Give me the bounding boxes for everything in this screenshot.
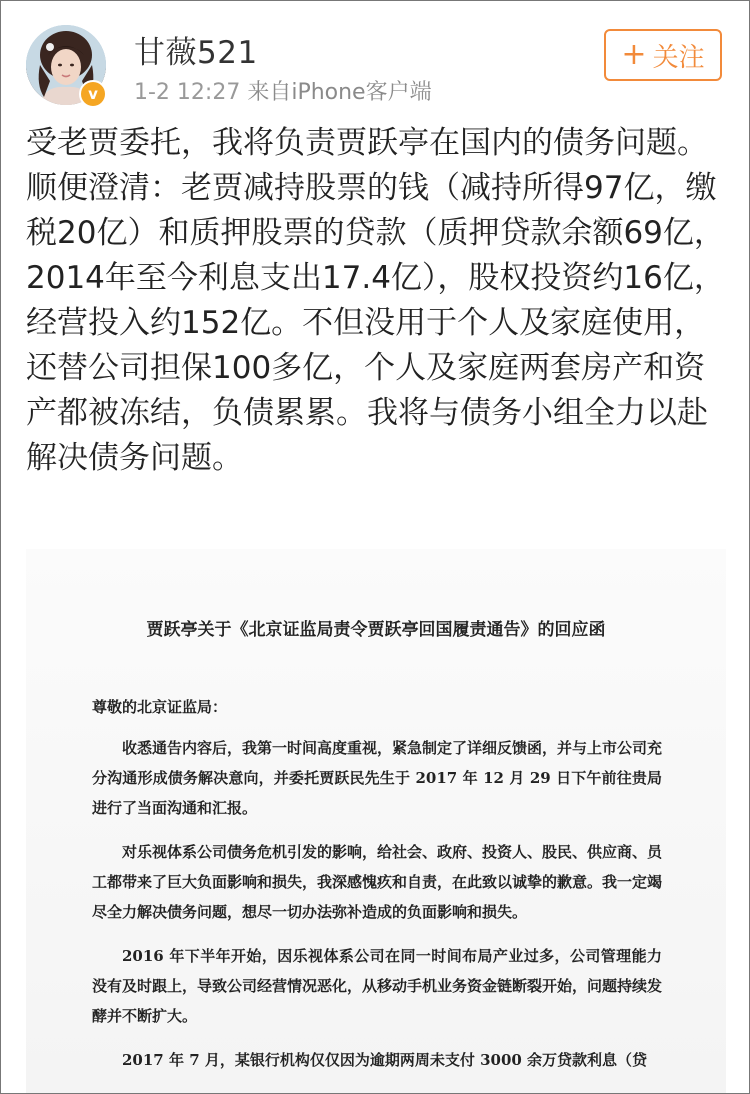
document-body — [92, 695, 662, 1089]
document-title: 贾跃亭关于《北京证监局责令贾跃亭回国履责通告》的回应函 — [146, 620, 606, 640]
post-meta — [134, 75, 432, 106]
document-page — [26, 549, 726, 1094]
follow-label: 关注 — [652, 42, 705, 73]
post-time: 1-2 12:27 — [134, 80, 241, 105]
username[interactable]: 甘薇521 — [134, 35, 258, 71]
post-text: 受老贾委托，我将负责贾跃亭在国内的债务问题。顺便澄清：老贾减持股票的钱（减持所得97亿，缴税20亿）和质押股票的贷款（质押贷款余额69亿，2014年至今利息支出17.4亿），股权投资约16亿，经营投入约152亿。不但没用于个人及家庭使用，还替公司担保100多亿，个人及家庭两套房产和资产都被冻结，负债累累。我将与债务小组全力以赴解决债务问题。 — [26, 125, 725, 476]
follow-button[interactable] — [604, 29, 722, 81]
post-source: 来自iPhone客户端 — [247, 80, 432, 105]
document-paragraph: 收悉通告内容后，我第一时间高度重视，紧急制定了详细反馈函，并与上市公司充分沟通形成债务解决意向，并委托贾跃民先生于 2017 年 12 月 29 日下午前往贵局进行了当面沟通和汇报。 — [92, 739, 663, 817]
document-paragraph: 对乐视体系公司债务危机引发的影响，给社会、政府、投资人、股民、供应商、员工都带来了巨大负面影响和损失，我深感愧疚和自责，在此致以诚挚的歉意。我一定竭尽全力解决债务问题，想尽一切办法弥补造成的负面影响和损失。 — [92, 843, 663, 921]
document-salutation: 尊敬的北京证监局： — [92, 698, 228, 716]
plus-icon: + — [621, 37, 647, 72]
attached-document-image[interactable] — [26, 549, 726, 1094]
post-header — [1, 1, 749, 121]
verified-badge-icon: v — [79, 80, 107, 108]
document-paragraph: 2016 年下半年开始，因乐视体系公司在同一时间布局产业过多，公司管理能力没有及时跟上，导致公司经营情况恶化，从移动手机业务资金链断裂开始，问题持续发酵并不断扩大。 — [92, 947, 663, 1025]
document-paragraph: 2017 年 7 月，某银行机构仅仅因为逾期两周未支付 3000 余万贷款利息（贷 — [122, 1051, 648, 1069]
